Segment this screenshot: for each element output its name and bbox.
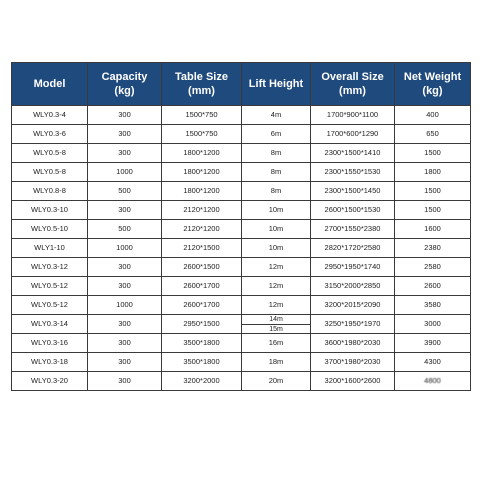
cell-lift-height: 16m <box>242 334 311 353</box>
cell-capacity: 300 <box>88 334 162 353</box>
header-unit: (kg) <box>422 85 443 97</box>
cell-lift-height-split <box>242 315 311 334</box>
cell-net-weight: 1500 <box>395 182 471 201</box>
table-row <box>12 182 471 201</box>
cell-table-size: 1800*1200 <box>162 182 242 201</box>
header-label: Model <box>33 78 66 90</box>
cell-capacity: 300 <box>88 277 162 296</box>
cell-table-size: 2120*1200 <box>162 220 242 239</box>
cell-model: WLY0.5-8 <box>12 163 88 182</box>
cell-model: WLY1-10 <box>12 239 88 258</box>
cell-overall-size: 3200*1600*2600 <box>311 372 395 391</box>
cell-model: WLY0.8-8 <box>12 182 88 201</box>
cell-lift-height: 20m <box>242 372 311 391</box>
cell-capacity: 500 <box>88 220 162 239</box>
header-unit: (mm) <box>188 85 215 97</box>
cell-net-weight: 2580 <box>395 258 471 277</box>
cell-net-weight: 400 <box>395 106 471 125</box>
cell-capacity: 300 <box>88 106 162 125</box>
table-row <box>12 125 471 144</box>
table-row <box>12 277 471 296</box>
cell-overall-size: 3250*1950*1970 <box>311 315 395 334</box>
lift-height-upper: 14m <box>269 316 283 323</box>
header-unit: (mm) <box>339 85 366 97</box>
cell-table-size: 3200*2000 <box>162 372 242 391</box>
cell-model: WLY0.5-10 <box>12 220 88 239</box>
cell-table-size: 1800*1200 <box>162 163 242 182</box>
cell-capacity: 300 <box>88 201 162 220</box>
header-overall-size <box>311 63 395 106</box>
cell-table-size: 1800*1200 <box>162 144 242 163</box>
cell-overall-size: 3700*1980*2030 <box>311 353 395 372</box>
cell-overall-size: 2300*1550*1530 <box>311 163 395 182</box>
cell-net-weight: 2600 <box>395 277 471 296</box>
cell-net-weight: 3000 <box>395 315 471 334</box>
cell-lift-height: 8m <box>242 163 311 182</box>
cell-capacity: 300 <box>88 353 162 372</box>
cell-capacity: 1000 <box>88 296 162 315</box>
cell-net-weight: 3900 <box>395 334 471 353</box>
cell-overall-size: 1700*600*1290 <box>311 125 395 144</box>
cell-model: WLY0.3-16 <box>12 334 88 353</box>
cell-capacity: 300 <box>88 144 162 163</box>
cell-lift-height: 4m <box>242 106 311 125</box>
lift-height-lower: 15m <box>242 324 310 334</box>
cell-capacity: 300 <box>88 372 162 391</box>
header-label: Capacity <box>101 71 148 83</box>
cell-model: WLY0.3-18 <box>12 353 88 372</box>
cell-model: WLY0.5-12 <box>12 277 88 296</box>
cell-lift-height: 12m <box>242 296 311 315</box>
cell-table-size: 2120*1500 <box>162 239 242 258</box>
header-label: Overall Size <box>321 71 384 83</box>
table-row <box>12 106 471 125</box>
table-row <box>12 258 471 277</box>
cell-model: WLY0.3-4 <box>12 106 88 125</box>
cell-net-weight: 1600 <box>395 220 471 239</box>
cell-net-weight: 650 <box>395 125 471 144</box>
cell-lift-height: 12m <box>242 277 311 296</box>
table-row <box>12 163 471 182</box>
cell-lift-height: 8m <box>242 144 311 163</box>
cell-lift-height: 10m <box>242 220 311 239</box>
cell-overall-size: 2950*1950*1740 <box>311 258 395 277</box>
cell-table-size: 2600*1500 <box>162 258 242 277</box>
header-net-weight <box>395 63 471 106</box>
table-row <box>12 353 471 372</box>
cell-lift-height: 10m <box>242 239 311 258</box>
cell-table-size: 1500*750 <box>162 106 242 125</box>
table-row <box>12 372 471 391</box>
cell-model: WLY0.3-20 <box>12 372 88 391</box>
table-row <box>12 144 471 163</box>
cell-model: WLY0.3-12 <box>12 258 88 277</box>
cell-table-size: 2120*1200 <box>162 201 242 220</box>
table-header <box>12 63 471 106</box>
cell-model: WLY0.3-10 <box>12 201 88 220</box>
header-table-size <box>162 63 242 106</box>
header-label: Lift Height <box>248 78 304 90</box>
cell-table-size: 2950*1500 <box>162 315 242 334</box>
cell-lift-height: 8m <box>242 182 311 201</box>
cell-net-weight: 1800 <box>395 163 471 182</box>
cell-table-size: 1500*750 <box>162 125 242 144</box>
cell-model: WLY0.3-14 <box>12 315 88 334</box>
header-unit: (kg) <box>114 85 135 97</box>
cell-capacity: 300 <box>88 258 162 277</box>
cell-net-weight: 1500 <box>395 144 471 163</box>
table-row <box>12 239 471 258</box>
cell-overall-size: 3600*1980*2030 <box>311 334 395 353</box>
cell-overall-size: 2300*1500*1410 <box>311 144 395 163</box>
cell-capacity: 300 <box>88 315 162 334</box>
table-row <box>12 296 471 315</box>
header-label: Net Weight <box>403 71 462 83</box>
header-label: Table Size <box>175 71 228 83</box>
spec-table <box>11 62 471 391</box>
header-lift-height <box>242 63 311 106</box>
table-row <box>12 315 471 334</box>
cell-net-weight: 4300 <box>395 353 471 372</box>
header-row <box>12 63 471 106</box>
cell-lift-height: 10m <box>242 201 311 220</box>
cell-overall-size: 3150*2000*2850 <box>311 277 395 296</box>
cell-overall-size: 2820*1720*2580 <box>311 239 395 258</box>
cell-lift-height: 12m <box>242 258 311 277</box>
cell-overall-size: 2700*1550*2380 <box>311 220 395 239</box>
cell-capacity: 1000 <box>88 239 162 258</box>
cell-table-size: 2600*1700 <box>162 277 242 296</box>
cell-net-weight: 3580 <box>395 296 471 315</box>
cell-net-weight: 1500 <box>395 201 471 220</box>
lift-height-split <box>242 315 310 333</box>
cell-overall-size: 1700*900*1100 <box>311 106 395 125</box>
cell-model: WLY0.5-8 <box>12 144 88 163</box>
cell-model: WLY0.3-6 <box>12 125 88 144</box>
table-row <box>12 220 471 239</box>
table-body <box>12 106 471 391</box>
table-row <box>12 201 471 220</box>
cell-table-size: 3500*1800 <box>162 353 242 372</box>
cell-table-size: 2600*1700 <box>162 296 242 315</box>
table-row <box>12 334 471 353</box>
header-capacity <box>88 63 162 106</box>
cell-model: WLY0.5-12 <box>12 296 88 315</box>
cell-net-weight: 4800 <box>395 372 471 391</box>
cell-net-weight: 2380 <box>395 239 471 258</box>
header-model <box>12 63 88 106</box>
cell-table-size: 3500*1800 <box>162 334 242 353</box>
cell-lift-height: 18m <box>242 353 311 372</box>
cell-lift-height: 6m <box>242 125 311 144</box>
cell-overall-size: 3200*2015*2090 <box>311 296 395 315</box>
cell-capacity: 500 <box>88 182 162 201</box>
cell-overall-size: 2300*1500*1450 <box>311 182 395 201</box>
cell-capacity: 300 <box>88 125 162 144</box>
cell-capacity: 1000 <box>88 163 162 182</box>
cell-overall-size: 2600*1500*1530 <box>311 201 395 220</box>
